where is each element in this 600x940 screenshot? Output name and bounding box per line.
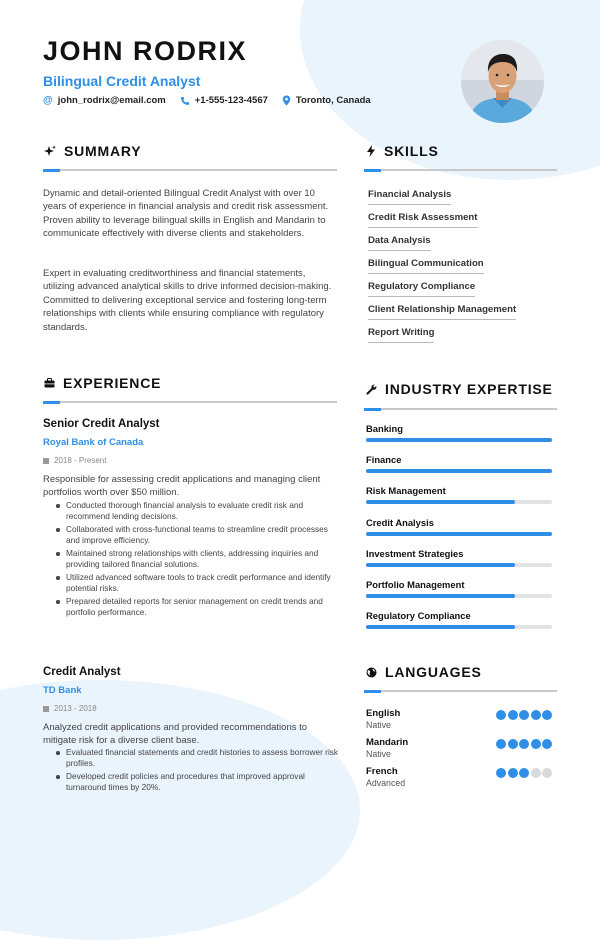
contact-location	[282, 95, 371, 106]
expertise-bar-fill	[366, 438, 552, 442]
rating-dot	[496, 710, 506, 720]
summary-paragraph-1: Dynamic and detail-oriented Bilingual Credit Analyst with over 10 years of experience in financial analysis and credit risk assessment. Proven ability to leverage bilingual skills in English and Mandarin to communicate effectively with diverse clients and stakeholders.	[43, 188, 329, 240]
expertise-label: Finance	[366, 454, 402, 466]
expertise-label: Risk Management	[366, 485, 446, 497]
experience-heading	[44, 375, 161, 391]
language-rating	[496, 768, 552, 778]
skills-list	[368, 186, 516, 347]
expertise-bar	[366, 532, 552, 536]
industry-expertise-list	[366, 423, 552, 641]
rating-dot	[531, 710, 541, 720]
profile-photo	[461, 40, 544, 123]
summary-divider	[43, 169, 337, 171]
wrench-icon	[366, 384, 377, 395]
expertise-label: Regulatory Compliance	[366, 610, 471, 622]
briefcase-icon	[44, 378, 55, 388]
skill-item: Financial Analysis	[368, 186, 451, 205]
expertise-bar-fill	[366, 563, 515, 567]
languages-heading	[366, 664, 482, 680]
at-icon: @	[43, 95, 53, 106]
job-bullet: Maintained strong relationships with clients, addressing inquiries and providing tailored financial solutions.	[43, 548, 341, 569]
expertise-bar	[366, 438, 552, 442]
expertise-item	[366, 454, 552, 473]
job-title: Credit Analyst	[43, 666, 121, 678]
language-rating	[496, 710, 552, 720]
experience-divider	[43, 401, 337, 403]
language-name: English	[366, 708, 401, 719]
skills-divider	[364, 169, 557, 171]
job-dates	[43, 456, 106, 465]
job-dates-text: 2013 - 2018	[54, 704, 97, 713]
expertise-bar	[366, 563, 552, 567]
rating-dot	[542, 710, 552, 720]
expertise-item	[366, 517, 552, 536]
candidate-role: Bilingual Credit Analyst	[43, 73, 201, 89]
job-bullet: Developed credit policies and procedures that improved approval turnaround times by 20%.	[43, 771, 341, 792]
company-name: TD Bank	[43, 685, 82, 696]
divider-accent	[364, 690, 381, 693]
language-level: Native	[366, 720, 391, 730]
industry-expertise-heading	[366, 381, 553, 397]
expertise-bar-fill	[366, 532, 552, 536]
languages-title: LANGUAGES	[385, 664, 482, 680]
expertise-bar-fill	[366, 594, 515, 598]
expertise-item	[366, 579, 552, 598]
language-level: Advanced	[366, 778, 406, 788]
language-item	[366, 708, 556, 737]
rating-dot	[508, 739, 518, 749]
expertise-item	[366, 548, 552, 567]
divider-accent	[364, 408, 381, 411]
phone-text: +1-555-123-4567	[194, 95, 268, 106]
rating-dot	[508, 768, 518, 778]
company-name: Royal Bank of Canada	[43, 437, 144, 448]
contact-phone[interactable]	[180, 95, 268, 106]
job-bullet: Utilized advanced software tools to track credit performance and identify potential risks.	[43, 572, 341, 593]
expertise-bar	[366, 594, 552, 598]
expertise-label: Investment Strategies	[366, 547, 464, 559]
industry-expertise-title: INDUSTRY EXPERTISE	[385, 381, 553, 397]
job-title: Senior Credit Analyst	[43, 418, 160, 430]
skill-item: Report Writing	[368, 324, 434, 343]
summary-paragraph-2: Expert in evaluating creditworthiness and financial statements, utilizing advanced analytical skills to drive informed decision-making. Committed to delivering exceptional service and fostering long-term relationships with clients while ensuring compliance with regulatory standards.	[43, 268, 332, 333]
calendar-icon	[43, 706, 49, 712]
skill-item: Data Analysis	[368, 232, 431, 251]
job-bullet: Prepared detailed reports for senior management on credit trends and portfolio performance.	[43, 596, 341, 617]
summary-heading	[44, 143, 141, 159]
experience-title: EXPERIENCE	[63, 375, 162, 391]
rating-dot	[508, 710, 518, 720]
language-name: Mandarin	[366, 737, 409, 748]
expertise-item	[366, 485, 552, 504]
rating-dot	[519, 739, 529, 749]
expertise-bar-fill	[366, 625, 515, 629]
calendar-icon	[43, 458, 49, 464]
rating-dot	[519, 710, 529, 720]
expertise-item	[366, 423, 552, 442]
language-level: Native	[366, 749, 391, 759]
candidate-name: JOHN RODRIX	[43, 36, 248, 66]
industry-expertise-divider	[364, 408, 557, 410]
expertise-bar-fill	[366, 500, 515, 504]
job-bullet: Conducted thorough financial analysis to evaluate credit risk and recommend lending decisions.	[43, 500, 341, 521]
expertise-bar	[366, 500, 552, 504]
job-dates	[43, 704, 97, 713]
rating-dot	[519, 768, 529, 778]
rating-dot	[531, 768, 541, 778]
job-bullets	[43, 747, 341, 795]
expertise-label: Portfolio Management	[366, 578, 465, 590]
contact-email[interactable]	[43, 95, 166, 106]
email-text: john_rodrix@email.com	[57, 95, 166, 106]
expertise-bar-fill	[366, 469, 552, 473]
job-bullet: Collaborated with cross-functional teams to streamline credit processes and improve efficiency.	[43, 524, 341, 545]
globe-icon	[366, 667, 377, 678]
phone-icon	[180, 96, 190, 106]
languages-list	[366, 708, 556, 795]
job-summary: Responsible for assessing credit applications and managing client portfolios worth over $50 million.	[43, 474, 321, 498]
rating-dot	[496, 739, 506, 749]
job-dates-text: 2018 - Present	[54, 456, 107, 465]
language-name: French	[366, 766, 398, 777]
rating-dot	[496, 768, 506, 778]
skill-item: Client Relationship Management	[368, 301, 516, 320]
expertise-item	[366, 610, 552, 629]
divider-accent	[43, 169, 60, 172]
language-item	[366, 737, 556, 766]
expertise-bar	[366, 469, 552, 473]
job-summary: Analyzed credit applications and provided recommendations to mitigate risk for a diverse client base.	[43, 722, 308, 746]
expertise-label: Banking	[366, 423, 403, 434]
expertise-label: Credit Analysis	[366, 516, 434, 528]
contact-bar	[43, 95, 371, 106]
lightning-icon	[366, 145, 376, 157]
expertise-bar	[366, 625, 552, 629]
divider-accent	[364, 169, 381, 172]
skill-item: Regulatory Compliance	[368, 278, 475, 297]
skills-heading	[366, 143, 439, 159]
rating-dot	[542, 768, 552, 778]
language-rating	[496, 739, 552, 749]
skill-item: Bilingual Communication	[368, 255, 484, 274]
language-item	[366, 766, 556, 795]
divider-accent	[43, 401, 60, 404]
job-bullets	[43, 500, 341, 620]
skill-item: Credit Risk Assessment	[368, 209, 478, 228]
map-pin-icon	[282, 95, 291, 106]
avatar	[461, 40, 544, 123]
location-text: Toronto, Canada	[295, 95, 371, 106]
job-bullet: Evaluated financial statements and credit histories to assess borrower risk profiles.	[43, 747, 341, 768]
rating-dot	[531, 739, 541, 749]
summary-title: SUMMARY	[64, 143, 142, 159]
skills-title: SKILLS	[384, 143, 439, 159]
rating-dot	[542, 739, 552, 749]
languages-divider	[364, 690, 557, 692]
sparkle-icon	[44, 145, 56, 157]
